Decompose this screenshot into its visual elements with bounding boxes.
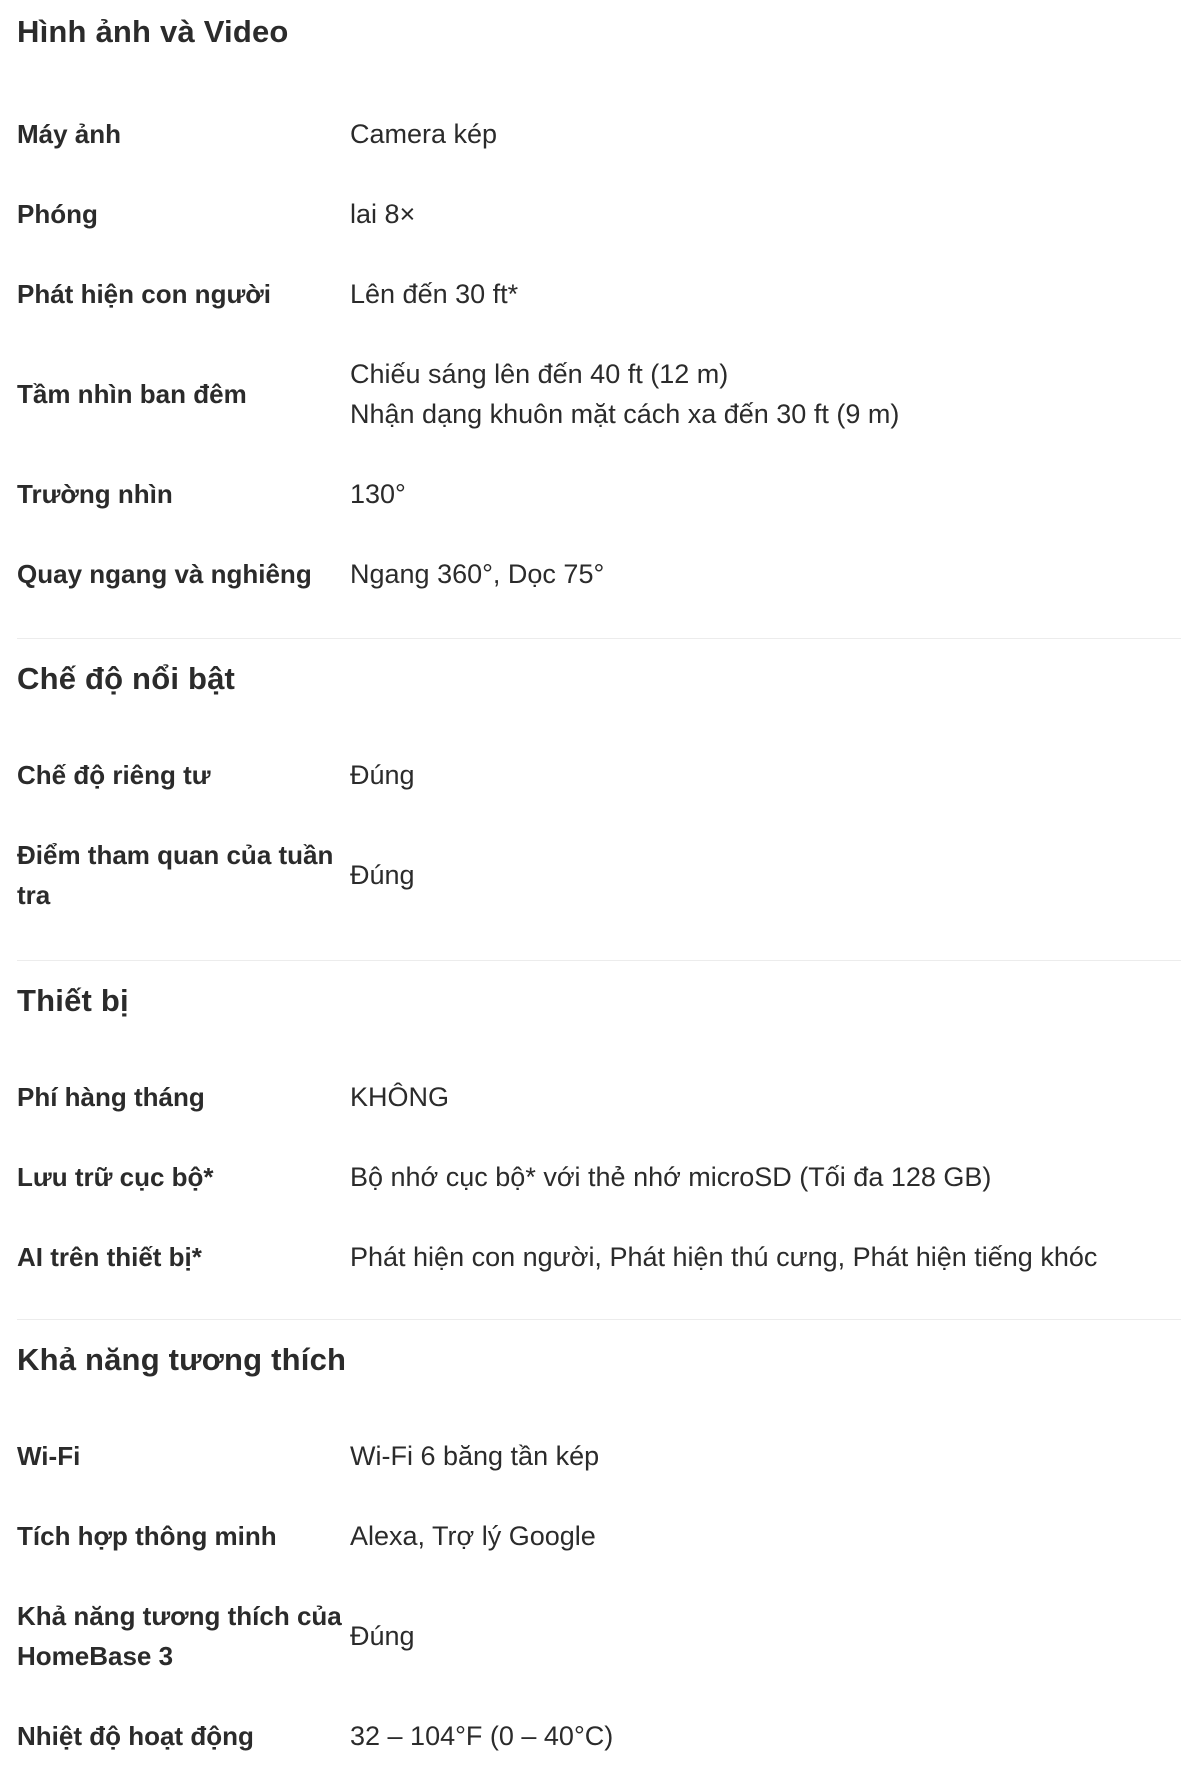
spec-label: Trường nhìn [17,479,173,509]
section-device [17,961,1183,1297]
spec-label: Máy ảnh [17,119,122,149]
spec-value-line: 32 – 104°F (0 – 40°C) [350,1721,614,1751]
spec-value-line: Đúng [350,860,415,890]
spec-value-line: lai 8× [350,199,416,229]
spec-label: Khả năng tương thích của HomeBase 3 [17,1601,342,1671]
section-title: Khả năng tương thích [17,1342,347,1377]
spec-value-line: Đúng [350,1621,415,1651]
spec-row-smart-integration [17,1496,1183,1576]
spec-label: Chế độ riêng tư [17,760,211,790]
spec-row-operating-temp [17,1696,1183,1776]
spec-label: Phí hàng tháng [17,1082,205,1112]
spec-value-line: Chiếu sáng lên đến 40 ft (12 m) [350,359,729,389]
spec-value-line: Camera kép [350,119,498,149]
section-compatibility [17,1320,1183,1776]
spec-label: Lưu trữ cục bộ* [17,1162,214,1192]
spec-value-line: Alexa, Trợ lý Google [350,1521,596,1551]
spec-row-patrol-points [17,815,1183,935]
spec-value-line: Bộ nhớ cục bộ* với thẻ nhớ microSD (Tối đa 128 GB) [350,1162,992,1192]
spec-value [350,194,1183,234]
spec-label: Tầm nhìn ban đêm [17,379,247,409]
spec-label: Quay ngang và nghiêng [17,559,312,589]
spec-row-night-vision [17,334,1183,454]
spec-value-line: 130° [350,479,406,509]
spec-row-field-of-view [17,454,1183,534]
section-title: Hình ảnh và Video [17,14,289,49]
spec-row-wifi [17,1416,1183,1496]
spec-label: Wi-Fi [17,1441,81,1471]
spec-row-local-storage [17,1137,1183,1217]
spec-value [350,474,1183,514]
section-highlight-modes [17,639,1183,935]
spec-value-line: Lên đến 30 ft* [350,279,519,309]
spec-value [350,354,1183,434]
spec-value [350,1157,1183,1197]
spec-row-human-detection [17,254,1183,334]
spec-label: Tích hợp thông minh [17,1521,277,1551]
spec-value-line: Đúng [350,760,415,790]
section-images-video [17,0,1183,614]
spec-value [350,114,1183,154]
spec-value [350,855,1183,895]
spec-value-line: Phát hiện con người, Phát hiện thú cưng, Phát hiện tiếng khóc [350,1242,1098,1272]
spec-value [350,1516,1183,1556]
spec-value [350,1077,1183,1117]
spec-row-homebase-compat [17,1576,1183,1696]
spec-value-line: Ngang 360°, Dọc 75° [350,559,605,589]
spec-row-pan-tilt [17,534,1183,614]
spec-label: Nhiệt độ hoạt động [17,1721,254,1751]
section-title: Chế độ nổi bật [17,661,236,696]
spec-row-zoom [17,174,1183,254]
spec-row-camera [17,94,1183,174]
spec-label: Điểm tham quan của tuần tra [17,840,334,910]
spec-row-on-device-ai [17,1217,1183,1297]
spec-value-line: Wi-Fi 6 băng tần kép [350,1441,600,1471]
spec-label: Phát hiện con người [17,279,271,309]
spec-label: Phóng [17,199,98,229]
spec-value [350,1436,1183,1476]
spec-label: AI trên thiết bị* [17,1242,202,1272]
spec-value [350,1716,1183,1756]
spec-value [350,1237,1183,1277]
section-title: Thiết bị [17,983,129,1018]
spec-row-monthly-fee [17,1057,1183,1137]
spec-value [350,274,1183,314]
spec-value [350,1616,1183,1656]
spec-value-line: Nhận dạng khuôn mặt cách xa đến 30 ft (9 m) [350,399,900,429]
spec-value [350,755,1183,795]
spec-row-privacy-mode [17,735,1183,815]
spec-value [350,554,1183,594]
spec-value-line: KHÔNG [350,1082,450,1112]
